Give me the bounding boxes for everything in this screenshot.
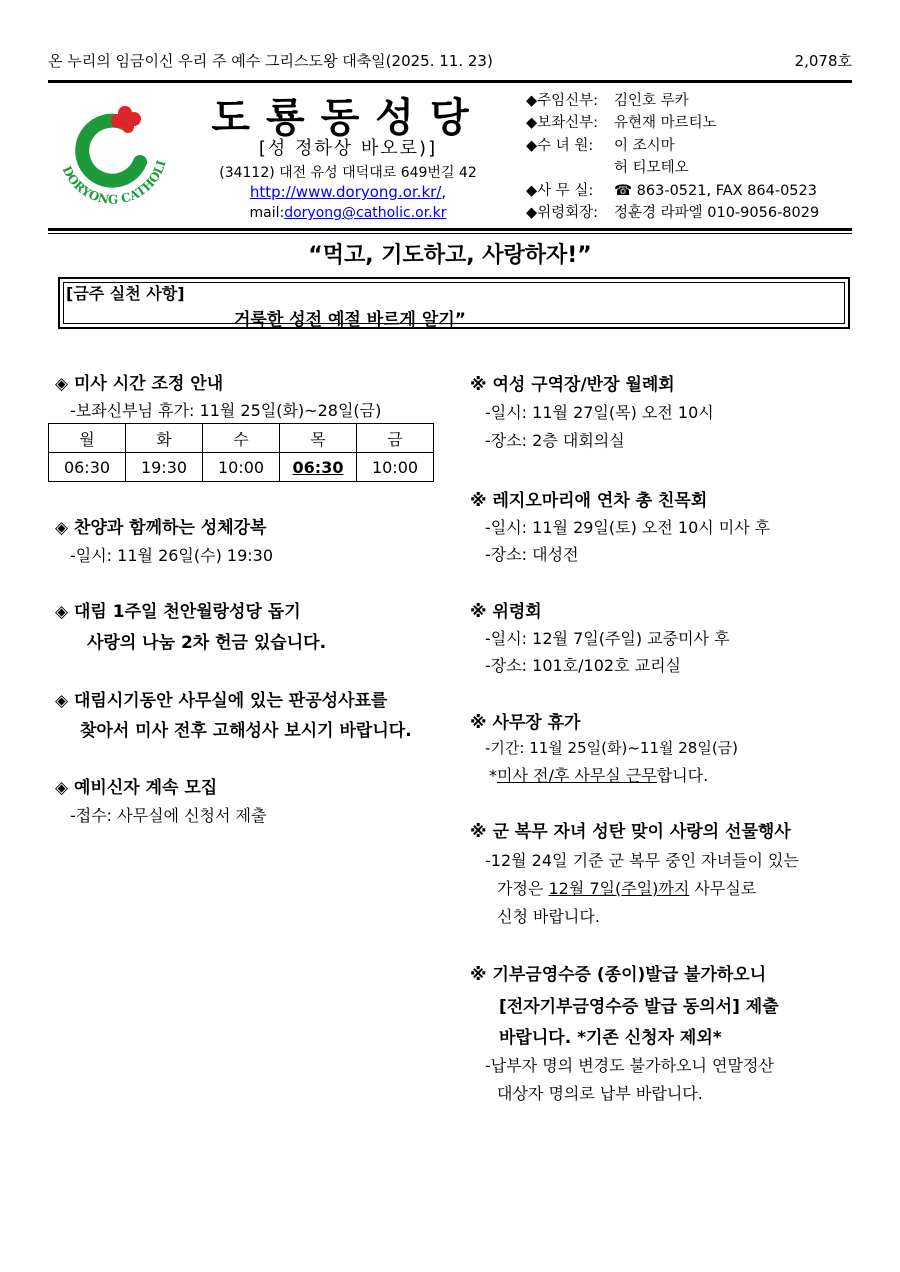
office-leave-title: ※ 사무장 휴가	[470, 713, 581, 733]
address: (34112) 대전 유성 대덕대로 649번길 42	[219, 165, 477, 181]
office-leave-period: -기간: 11월 25일(화)~11월 28일(금)	[485, 739, 739, 757]
donation-title-line2: [전자기부금영수증 발급 동의서] 제출	[499, 997, 779, 1017]
website-link[interactable]: http://www.doryong.or.kr/	[249, 183, 442, 201]
practice-text: 거룩한 성전 예절 바르게 알기”	[234, 310, 466, 330]
day-cell: 화	[126, 424, 203, 453]
top-line	[48, 50, 852, 71]
patron-saint: [성 정하상 바오로)]	[258, 138, 438, 159]
staff-value: ☎ 863-0521, FAX 864-0523	[614, 182, 817, 199]
military-gift-deadline: 12월 7일(주일)까지	[548, 879, 690, 898]
staff-value: 김인호 루카	[614, 93, 689, 109]
confession-title: ◈ 대림시기동안 사무실에 있는 판공성사표를	[55, 691, 388, 711]
practice-tag: [금주 실천 사항]	[66, 284, 185, 303]
day-cell: 월	[49, 424, 126, 453]
staff-label: ◆위령회장:	[526, 205, 599, 222]
time-cell: 10:00	[357, 453, 434, 482]
table-row	[49, 424, 434, 453]
mail-label: mail:	[249, 205, 285, 221]
staff-row	[526, 112, 819, 134]
mail-link[interactable]: doryong@catholic.or.kr	[284, 205, 447, 221]
donation-line1: -납부자 명의 변경도 불가하오니 연말정산	[485, 1056, 774, 1075]
military-gift-line2	[497, 876, 756, 899]
advent-help-line: 사랑의 나눔 2차 헌금 있습니다.	[87, 633, 327, 653]
staff-label: ◆보좌신부:	[526, 115, 599, 132]
time-cell: 06:30	[49, 453, 126, 482]
staff-row	[526, 90, 819, 112]
advent-help-title: ◈ 대림 1주일 천안월랑성당 돕기	[55, 602, 301, 622]
feast-line: 온 누리의 임금이신 우리 주 예수 그리스도왕 대축일(2025. 11. 23)	[48, 52, 493, 70]
parish-logo	[48, 92, 178, 222]
women-leaders-date: -일시: 11월 27일(목) 오전 10시	[485, 403, 714, 422]
website-line	[198, 183, 498, 201]
funeral-date: -일시: 12월 7일(주일) 교중미사 후	[485, 629, 730, 648]
time-cell-highlight: 06:30	[280, 453, 357, 482]
table-row	[49, 453, 434, 482]
motto: “먹고, 기도하고, 사랑하자!”	[308, 243, 592, 268]
day-cell: 수	[203, 424, 280, 453]
catechumen-title: ◈ 예비신자 계속 모집	[55, 778, 218, 798]
military-gift-title: ※ 군 복무 자녀 성탄 맞이 사랑의 선물행사	[470, 822, 791, 842]
practice-box	[58, 277, 850, 329]
benediction-title: ◈ 찬양과 함께하는 성체강복	[55, 518, 267, 538]
women-leaders-place: -장소: 2층 대회의실	[485, 431, 625, 450]
staff-value: 이 조시마	[614, 137, 675, 154]
military-gift-line1: -12월 24일 기준 군 복무 중인 자녀들이 있는	[485, 851, 799, 870]
legio-place: -장소: 대성전	[485, 545, 579, 564]
office-leave-star: *	[489, 766, 497, 785]
logo-text: DORYONG CATHOLI	[59, 158, 169, 207]
staff-row	[526, 157, 819, 179]
staff-value: 정훈경 라파엘 010-9056-8029	[614, 205, 820, 222]
office-leave-note	[489, 763, 708, 786]
military-gift-line3: 신청 바랍니다.	[497, 907, 600, 926]
staff-row	[526, 202, 819, 224]
staff-value: 유현재 마르티노	[614, 115, 717, 132]
logo-graphic	[48, 92, 178, 222]
time-cell: 10:00	[203, 453, 280, 482]
military-gift-post: 사무실로	[689, 879, 757, 898]
funeral-place: -장소: 101호/102호 교리실	[485, 656, 681, 675]
staff-row	[526, 135, 819, 157]
header-rule-bottom	[48, 228, 852, 231]
confession-line: 찾아서 미사 전후 고해성사 보시기 바랍니다.	[80, 721, 412, 741]
staff-label	[526, 157, 614, 179]
mass-notice-title: ◈ 미사 시간 조정 안내	[55, 374, 224, 394]
legio-title: ※ 레지오마리애 연차 총 친목회	[470, 491, 708, 511]
funeral-title: ※ 위령회	[470, 602, 542, 622]
donation-line2: 대상자 명의로 납부 바랍니다.	[497, 1084, 703, 1103]
time-cell: 19:30	[126, 453, 203, 482]
staff-label: ◆수 녀 원:	[526, 137, 594, 154]
legio-date: -일시: 11월 29일(토) 오전 10시 미사 후	[485, 518, 771, 537]
mass-time-table	[48, 423, 434, 482]
donation-title-line3: 바랍니다. *기존 신청자 제외*	[499, 1028, 722, 1048]
staff-label: ◆주임신부:	[526, 93, 599, 109]
office-leave-end: 합니다.	[656, 766, 709, 785]
header-rule-top	[48, 80, 852, 83]
header-rule-bottom-thin	[48, 233, 852, 234]
staff-row	[526, 180, 819, 202]
day-cell: 목	[280, 424, 357, 453]
staff-label: ◆사 무 실:	[526, 182, 594, 199]
website-comma: ,	[441, 183, 447, 201]
staff-list	[526, 90, 819, 224]
office-leave-underlined: 미사 전/후 사무실 근무	[497, 766, 657, 785]
benediction-line: -일시: 11월 26일(수) 19:30	[70, 546, 274, 565]
issue-number: 2,078호	[794, 52, 852, 70]
military-gift-pre: 가정은	[497, 879, 549, 898]
catechumen-line: -접수: 사무실에 신청서 제출	[70, 806, 267, 825]
women-leaders-title: ※ 여성 구역장/반장 월례회	[470, 375, 675, 395]
mail-line	[198, 205, 498, 221]
day-cell: 금	[357, 424, 434, 453]
staff-value: 허 티모테오	[614, 160, 689, 177]
donation-title: ※ 기부금영수증 (종이)발급 불가하오니	[470, 965, 767, 985]
mass-notice-sub: -보좌신부님 휴가: 11월 25일(화)~28일(금)	[70, 401, 382, 420]
parish-name: 도룡동성당	[211, 95, 485, 141]
